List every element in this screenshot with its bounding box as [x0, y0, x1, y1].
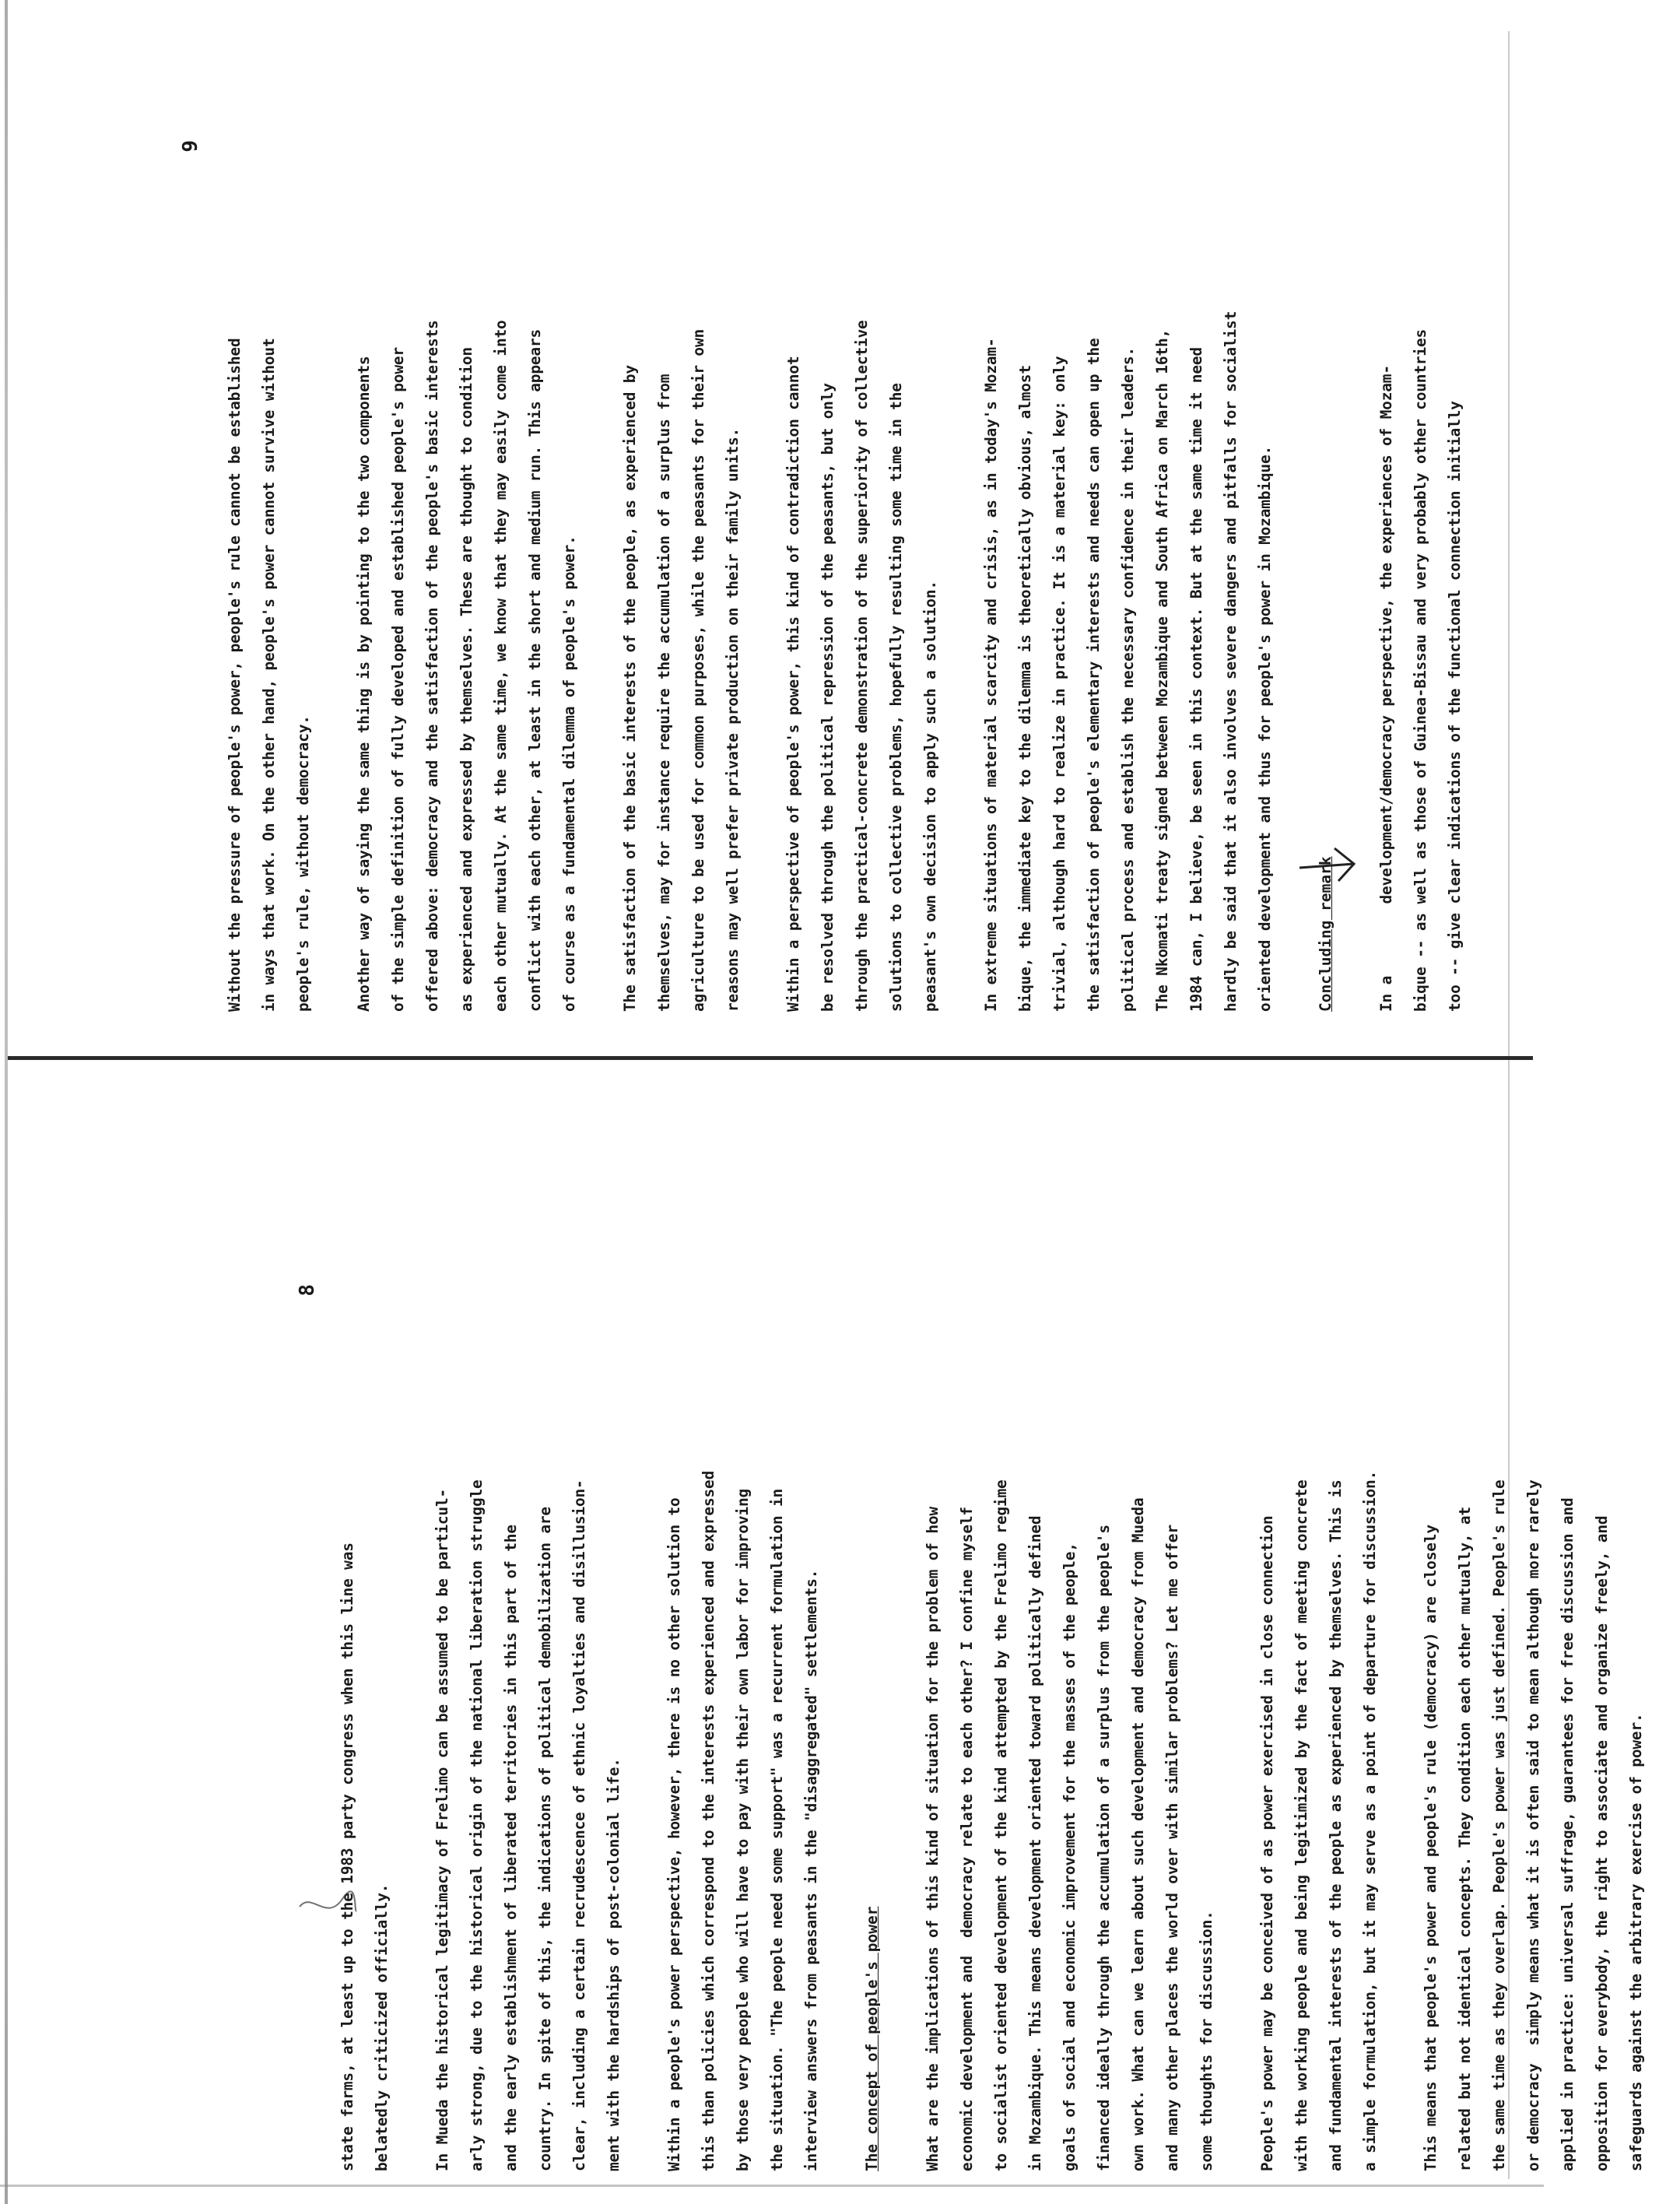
paragraph: In a development/democracy perspective, the experiences of Mozam- bique -- as well as those of Guinea-Bissau and very probably other countries too -- give clear indications of the functional connection initially	[1377, 328, 1464, 1012]
paragraph: The satisfaction of the basic interests of the people, as experienced by themselves, may for instance require the accumulation of a surplus from agriculture to be used for common purposes, while the peasants for their own reasons may well prefer private production on their family units.	[621, 328, 742, 1012]
page-8	[156, 1097, 1645, 2171]
page-9	[156, 54, 1464, 1012]
paragraph: What are the implications of this kind of situation for the problem of how economic development and democracy relate to each other? I confine myself to socialist oriented development of the kind attempted by the Frelimo regime in Mozambique. This means development oriented toward politically defined goals of social and economic improvement for the masses of the people, financed ideally through the accumulation of a surplus from the people's own work. What can we learn about such development and democracy from Mueda and many other places the world over with similar problems? Let me offer some thoughts for discussion.	[924, 1479, 1215, 2171]
paragraph: People's power may be conceived of as power exercised in close connection with the working people and being legitimized by the fact of meeting concrete and fundamental interests of the people as experienced by themselves. This is a simple formulation, but it may serve as a point of departure for discussion.	[1258, 1470, 1379, 2171]
paragraph: state farms, at least up to the 1983 party congress when this line was belatedly criticized officially.	[338, 1542, 391, 2171]
paragraph: This means that people's power and people's rule (democracy) are closely related but not identical concepts. They condition each other mutually, at the same time as they overlap. People's power was just defined. People's rule or democracy simply means what it is often said to mean although more rarely applied in practice: universal suffrage, guarantees for free discussion and opposition for everybody, the right to associate and organize freely, and safeguards against the arbitrary exercise of power.	[1422, 1479, 1645, 2171]
section-heading: The concept of people's power	[863, 1906, 881, 2171]
page-number: 9	[179, 140, 202, 153]
page-8-text	[331, 1097, 1680, 2171]
paragraph: Another way of saying the same thing is by pointing to the two components of the simple definition of fully developed and established people's power offered above: democracy and the satisfaction of the people's basic interests as experienced and expressed by themselves. These are thought to condition each other mutually. At the same time, we know that they may easily come into conflict with each other, at least in the short and medium run. This appears of course as a fundamental dilemma of people's power.	[355, 320, 578, 1012]
paragraph: In Mueda the historical legitimacy of Frelimo can be assumed to be particul- arly strong, due to the historical origin of the national liberation struggle and the early establishment of liberated territories in this part of the country. In spite of this, the indications of political demobilization are clear, including a certain recrudescence of ethnic loyalties and disillusion- ment with the hardships of post-colonial life.	[433, 1479, 623, 2171]
scan-edge-bottom	[0, 2185, 1544, 2187]
pen-mark-icon	[296, 1883, 358, 1930]
paragraph: Without the pressure of people's power, people's rule cannot be established in ways that work. On the other hand, people's power cannot survive without people's rule, without democracy.	[226, 338, 312, 1012]
scan-edge-left	[5, 0, 8, 2204]
page-number: 8	[296, 1284, 319, 1297]
page-divider	[8, 1056, 1533, 1060]
paragraph: In extreme situations of material scarcity and crisis, as in today's Mozam- bique, the immediate key to the dilemma is theoretically obvious, almost trivial, although hard to realize in practice. It is a material key: only the satisfaction of people's elementary interests and needs can open up the political process and establish the necessary confidence in their leaders. The Nkomati treaty signed between Mozambique and South Africa on March 16th, 1984 can, I believe, be seen in this context. But at the same time it need hardly be said that it also involves severe dangers and pitfalls for socialist oriented development and thus for people's power in Mozambique.	[982, 311, 1274, 1012]
paragraph: Within a people's power perspective, however, there is no other solution to this than policies which correspond to the interests experienced and expressed by those very people who will have to pay with their own labor for improving the situation. "The people need some support" was a recurrent formulation in interview answers from peasants in the "disaggregated" settlements.	[665, 1470, 820, 2171]
handwritten-arrow-icon	[1292, 833, 1362, 895]
paragraph: Within a perspective of people's power, this kind of contradiction cannot be resolved through the political repression of the peasants, but only through the practical-concrete demonstration of the superiority of collective solutions to collective problems, hopefully resulting some time in the peasant's own decision to apply such a solution.	[784, 320, 939, 1012]
section-heading: Concluding remark	[1317, 856, 1335, 1012]
